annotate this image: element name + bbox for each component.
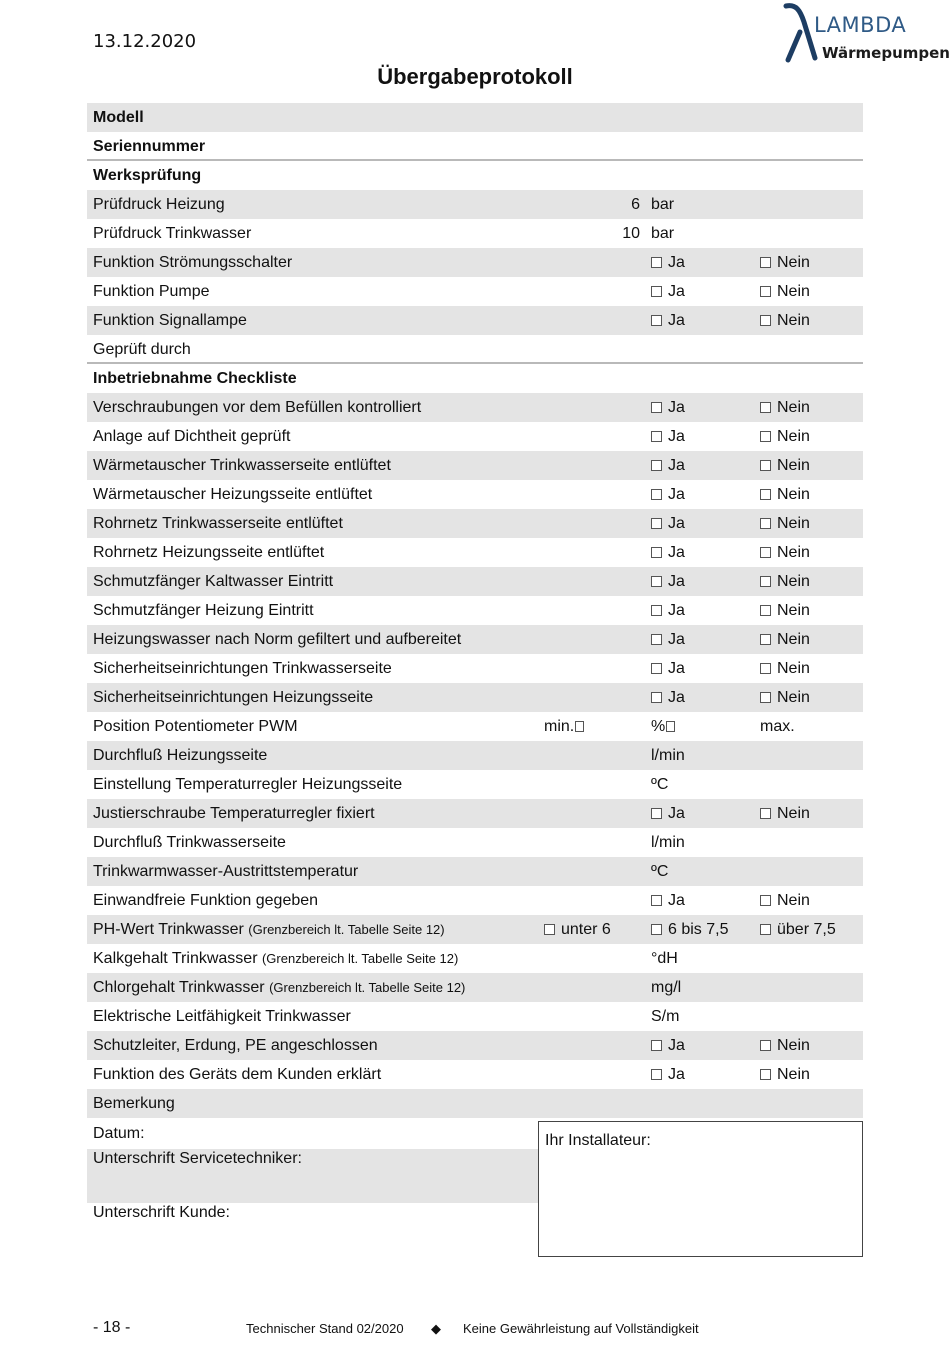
installer-label: Ihr Installateur:	[545, 1132, 651, 1149]
yes-checkbox-label: Ja	[668, 457, 685, 474]
technician-signature-label: Unterschrift Servicetechniker:	[93, 1150, 302, 1167]
ph-option-high[interactable]	[760, 915, 836, 944]
no-checkbox-label: Nein	[777, 428, 810, 445]
row-label	[93, 538, 324, 567]
yes-checkbox[interactable]	[651, 306, 685, 335]
unit-label: bar	[651, 196, 675, 213]
yes-checkbox[interactable]	[651, 248, 685, 277]
row-label	[93, 625, 461, 654]
checkbox-icon[interactable]	[760, 605, 771, 616]
row-label-text: Sicherheitseinrichtungen Trinkwasserseite	[93, 660, 392, 677]
yes-checkbox[interactable]	[651, 1031, 685, 1060]
page-title: Übergabeprotokoll	[377, 64, 573, 89]
yes-checkbox[interactable]	[651, 422, 685, 451]
checkbox-icon[interactable]	[760, 808, 771, 819]
checkbox-icon[interactable]	[651, 286, 662, 297]
checkbox-icon[interactable]	[760, 402, 771, 413]
yes-checkbox-label: Ja	[668, 254, 685, 271]
row-label	[93, 132, 205, 161]
row-label-text: Werksprüfung	[93, 167, 202, 184]
technical-status: Technischer Stand 02/2020	[246, 1321, 404, 1336]
pwm-min[interactable]	[544, 712, 584, 741]
checkbox-icon[interactable]	[760, 1069, 771, 1080]
row-label	[93, 1089, 175, 1118]
row-label-text: Kalkgehalt Trinkwasser	[93, 950, 258, 967]
row-label-text: Wärmetauscher Heizungsseite entlüftet	[93, 486, 373, 503]
row-label-text: Rohrnetz Trinkwasserseite entlüftet	[93, 515, 343, 532]
row-label	[93, 741, 267, 770]
checkbox-icon[interactable]	[544, 924, 555, 935]
table-row	[87, 973, 863, 1002]
checkbox-icon[interactable]	[651, 257, 662, 268]
date-label: Datum:	[93, 1125, 145, 1142]
no-checkbox[interactable]	[760, 306, 810, 335]
table-row	[87, 1002, 863, 1031]
row-label	[93, 393, 421, 422]
no-checkbox-label: Nein	[777, 457, 810, 474]
yes-checkbox-label: Ja	[668, 805, 685, 822]
signature-block	[87, 1121, 863, 1257]
yes-checkbox-label: Ja	[668, 892, 685, 909]
row-label-text: Schmutzfänger Kaltwasser Eintritt	[93, 573, 334, 590]
no-checkbox[interactable]	[760, 538, 810, 567]
no-checkbox-label: Nein	[777, 631, 810, 648]
row-label	[93, 248, 292, 277]
row-label	[93, 799, 375, 828]
row-label-text: Verschraubungen vor dem Befüllen kontrolliert	[93, 399, 422, 416]
row-label-text: Seriennummer	[93, 138, 206, 155]
no-checkbox-label: Nein	[777, 892, 810, 909]
yes-checkbox[interactable]	[651, 596, 685, 625]
row-note: (Grenzbereich lt. Tabelle Seite 12)	[269, 980, 466, 995]
no-checkbox-label: Nein	[777, 486, 810, 503]
table-row	[87, 538, 863, 567]
no-checkbox[interactable]	[760, 422, 810, 451]
row-label-text: Sicherheitseinrichtungen Heizungsseite	[93, 689, 374, 706]
checkbox-icon[interactable]	[651, 518, 662, 529]
ph-option-mid[interactable]	[651, 915, 728, 944]
table-row	[87, 103, 863, 132]
technician-signature-field[interactable]	[87, 1149, 538, 1203]
no-checkbox[interactable]	[760, 625, 810, 654]
table-row	[87, 451, 863, 480]
checkbox-icon[interactable]	[651, 576, 662, 587]
pwm-max: max.	[760, 718, 795, 735]
table-row	[87, 509, 863, 538]
row-label	[93, 944, 458, 973]
no-checkbox-label: Nein	[777, 515, 810, 532]
pwm-percent[interactable]	[651, 712, 675, 741]
row-label-text: PH-Wert Trinkwasser	[93, 921, 244, 938]
row-label-text: Durchfluß Trinkwasserseite	[93, 834, 286, 851]
row-label-text: Einstellung Temperaturregler Heizungsseite	[93, 776, 403, 793]
row-label-text: Prüfdruck Trinkwasser	[93, 225, 252, 242]
row-label-text: Elektrische Leitfähigkeit Trinkwasser	[93, 1008, 351, 1025]
row-label-text: Funktion des Geräts dem Kunden erklärt	[93, 1066, 382, 1083]
checkbox-icon[interactable]	[651, 634, 662, 645]
row-note: (Grenzbereich lt. Tabelle Seite 12)	[248, 922, 445, 937]
row-label	[93, 480, 372, 509]
row-label-text: Schmutzfänger Heizung Eintritt	[93, 602, 314, 619]
row-label	[93, 654, 392, 683]
table-row	[87, 712, 863, 741]
yes-checkbox-label: Ja	[668, 486, 685, 503]
table-row	[87, 944, 863, 973]
yes-checkbox[interactable]	[651, 393, 685, 422]
checkbox-icon[interactable]	[760, 315, 771, 326]
checkbox-icon[interactable]	[760, 663, 771, 674]
checkbox-icon[interactable]	[760, 547, 771, 558]
yes-checkbox-label: Ja	[668, 544, 685, 561]
table-row	[87, 915, 863, 944]
yes-checkbox-label: Ja	[668, 515, 685, 532]
test-value: 10	[622, 225, 640, 242]
table-row	[87, 1060, 863, 1089]
row-label	[93, 277, 210, 306]
row-label	[93, 161, 201, 190]
yes-checkbox[interactable]	[651, 451, 685, 480]
row-label	[93, 973, 465, 1002]
table-row	[87, 219, 863, 248]
row-label	[93, 770, 402, 799]
no-checkbox-label: Nein	[777, 1066, 810, 1083]
yes-checkbox-label: Ja	[668, 689, 685, 706]
row-label-text: Modell	[93, 109, 144, 126]
row-label	[93, 567, 333, 596]
row-note: (Grenzbereich lt. Tabelle Seite 12)	[261, 951, 459, 966]
unit-label: l/min	[651, 834, 685, 851]
pwm-min-label: min.	[544, 718, 575, 735]
unit-label: mg/l	[651, 979, 682, 996]
checkbox-icon[interactable]	[760, 257, 771, 268]
row-label	[93, 422, 290, 451]
no-checkbox[interactable]	[760, 683, 810, 712]
checkbox-icon[interactable]	[651, 489, 662, 500]
checkbox-icon[interactable]	[651, 663, 662, 674]
checkbox-icon[interactable]	[760, 895, 771, 906]
table-row	[87, 683, 863, 712]
no-checkbox-label: Nein	[777, 544, 810, 561]
lambda-logo	[782, 2, 950, 66]
no-checkbox-label: Nein	[777, 573, 810, 590]
row-label	[93, 683, 373, 712]
document-date: 13.12.2020	[93, 31, 197, 52]
yes-checkbox[interactable]	[651, 277, 685, 306]
pwm-percent-label: %	[651, 718, 666, 735]
yes-checkbox[interactable]	[651, 509, 685, 538]
no-checkbox[interactable]	[760, 567, 810, 596]
row-label-text: Geprüft durch	[93, 341, 191, 358]
table-row	[87, 567, 863, 596]
ph-option-high-label: über 7,5	[777, 921, 836, 938]
row-label	[93, 364, 297, 393]
row-label	[93, 596, 314, 625]
row-label-text: Chlorgehalt Trinkwasser	[93, 979, 265, 996]
checkbox-icon[interactable]	[651, 692, 662, 703]
no-checkbox[interactable]	[760, 799, 810, 828]
table-row	[87, 828, 863, 857]
yes-checkbox-label: Ja	[668, 283, 685, 300]
checkbox-icon[interactable]	[760, 286, 771, 297]
table-row	[87, 1089, 863, 1118]
row-label	[93, 335, 191, 364]
ph-option-low[interactable]	[544, 915, 611, 944]
unit-label: °dH	[651, 950, 678, 967]
row-label	[93, 219, 251, 248]
table-row	[87, 190, 863, 219]
table-row	[87, 596, 863, 625]
checkbox-icon[interactable]	[651, 1069, 662, 1080]
yes-checkbox[interactable]	[651, 654, 685, 683]
table-row	[87, 306, 863, 335]
table-row	[87, 480, 863, 509]
yes-checkbox-label: Ja	[668, 1037, 685, 1054]
no-checkbox[interactable]	[760, 509, 810, 538]
yes-checkbox[interactable]	[651, 538, 685, 567]
yes-checkbox[interactable]	[651, 480, 685, 509]
row-label-text: Bemerkung	[93, 1095, 175, 1112]
yes-checkbox-label: Ja	[668, 399, 685, 416]
row-label	[93, 915, 445, 944]
no-checkbox[interactable]	[760, 393, 810, 422]
no-checkbox[interactable]	[760, 1031, 810, 1060]
no-checkbox[interactable]	[760, 248, 810, 277]
table-row	[87, 248, 863, 277]
checkbox-icon[interactable]	[651, 402, 662, 413]
small-box-icon[interactable]	[666, 721, 675, 732]
yes-checkbox[interactable]	[651, 1060, 685, 1089]
page-number: - 18 -	[93, 1319, 131, 1336]
no-checkbox-label: Nein	[777, 689, 810, 706]
no-checkbox[interactable]	[760, 654, 810, 683]
table-row	[87, 770, 863, 799]
row-label	[93, 190, 225, 219]
yes-checkbox[interactable]	[651, 799, 685, 828]
row-label-text: Heizungswasser nach Norm gefiltert und aufbereitet	[93, 631, 462, 648]
row-label	[93, 828, 286, 857]
yes-checkbox-label: Ja	[668, 631, 685, 648]
row-label	[93, 451, 391, 480]
table-row	[87, 335, 863, 364]
checkbox-icon[interactable]	[760, 692, 771, 703]
table-row	[87, 1031, 863, 1060]
checkbox-icon[interactable]	[651, 895, 662, 906]
yes-checkbox-label: Ja	[668, 312, 685, 329]
unit-label: l/min	[651, 747, 685, 764]
row-label	[93, 1031, 378, 1060]
installer-box[interactable]	[538, 1121, 863, 1257]
yes-checkbox[interactable]	[651, 886, 685, 915]
row-label	[93, 103, 144, 132]
checkbox-icon[interactable]	[651, 315, 662, 326]
logo-brand: LAMBDA	[814, 13, 907, 37]
unit-label: bar	[651, 225, 675, 242]
no-checkbox[interactable]	[760, 1060, 810, 1089]
row-label-text: Schutzleiter, Erdung, PE angeschlossen	[93, 1037, 378, 1054]
row-label	[93, 1002, 351, 1031]
protocol-table	[87, 103, 863, 1118]
yes-checkbox-label: Ja	[668, 573, 685, 590]
no-checkbox-label: Nein	[777, 805, 810, 822]
table-row	[87, 364, 863, 393]
no-checkbox-label: Nein	[777, 1037, 810, 1054]
checkbox-icon[interactable]	[651, 460, 662, 471]
row-label-text: Justierschraube Temperaturregler fixiert	[93, 805, 375, 822]
checkbox-icon[interactable]	[651, 431, 662, 442]
no-checkbox-label: Nein	[777, 660, 810, 677]
checkbox-icon[interactable]	[651, 924, 662, 935]
checkbox-icon[interactable]	[651, 605, 662, 616]
row-label-text: Durchfluß Heizungsseite	[93, 747, 268, 764]
row-label-text: Rohrnetz Heizungsseite entlüftet	[93, 544, 325, 561]
row-label	[93, 712, 298, 741]
yes-checkbox[interactable]	[651, 625, 685, 654]
checkbox-icon[interactable]	[760, 518, 771, 529]
row-label-text: Wärmetauscher Trinkwasserseite entlüftet	[93, 457, 391, 474]
checkbox-icon[interactable]	[651, 1040, 662, 1051]
no-checkbox-label: Nein	[777, 312, 810, 329]
row-label-text: Position Potentiometer PWM	[93, 718, 298, 735]
checkbox-icon[interactable]	[760, 431, 771, 442]
row-label	[93, 509, 343, 538]
diamond-icon: ◆	[431, 1321, 441, 1336]
table-row	[87, 393, 863, 422]
customer-signature-label: Unterschrift Kunde:	[93, 1204, 230, 1221]
test-value: 6	[631, 196, 640, 213]
yes-checkbox-label: Ja	[668, 428, 685, 445]
row-label-text: Funktion Strömungsschalter	[93, 254, 293, 271]
customer-signature-field[interactable]	[87, 1203, 538, 1257]
no-checkbox[interactable]	[760, 451, 810, 480]
row-label-text: Anlage auf Dichtheit geprüft	[93, 428, 291, 445]
no-checkbox[interactable]	[760, 480, 810, 509]
table-row	[87, 277, 863, 306]
row-label	[93, 857, 358, 886]
checkbox-icon[interactable]	[760, 1040, 771, 1051]
table-row	[87, 161, 863, 190]
checkbox-icon[interactable]	[760, 576, 771, 587]
checkbox-icon[interactable]	[760, 634, 771, 645]
no-checkbox-label: Nein	[777, 254, 810, 271]
table-row	[87, 741, 863, 770]
disclaimer: Keine Gewährleistung auf Vollständigkeit	[463, 1321, 699, 1336]
checkbox-icon[interactable]	[760, 924, 771, 935]
yes-checkbox[interactable]	[651, 683, 685, 712]
table-row	[87, 625, 863, 654]
yes-checkbox-label: Ja	[668, 602, 685, 619]
table-row	[87, 886, 863, 915]
table-row	[87, 857, 863, 886]
row-label	[93, 306, 247, 335]
row-label-text: Prüfdruck Heizung	[93, 196, 225, 213]
table-row	[87, 422, 863, 451]
checkbox-icon[interactable]	[760, 489, 771, 500]
no-checkbox-label: Nein	[777, 399, 810, 416]
no-checkbox[interactable]	[760, 277, 810, 306]
no-checkbox-label: Nein	[777, 602, 810, 619]
logo-subtitle: Wärmepumpen	[822, 44, 950, 62]
unit-label: ºC	[651, 863, 669, 880]
row-label-text: Trinkwarmwasser-Austrittstemperatur	[93, 863, 359, 880]
checkbox-icon[interactable]	[760, 460, 771, 471]
row-label-text: Inbetriebnahme Checkliste	[93, 370, 297, 387]
table-row	[87, 654, 863, 683]
table-row	[87, 799, 863, 828]
row-label-text: Funktion Pumpe	[93, 283, 210, 300]
ph-option-mid-label: 6 bis 7,5	[668, 921, 729, 938]
row-label	[93, 886, 318, 915]
yes-checkbox-label: Ja	[668, 1066, 685, 1083]
date-field[interactable]	[87, 1121, 538, 1149]
ph-option-low-label: unter 6	[561, 921, 611, 938]
table-row	[87, 132, 863, 161]
checkbox-icon[interactable]	[651, 808, 662, 819]
unit-label: S/m	[651, 1008, 680, 1025]
yes-checkbox[interactable]	[651, 567, 685, 596]
row-label	[93, 1060, 381, 1089]
row-label-text: Funktion Signallampe	[93, 312, 247, 329]
checkbox-icon[interactable]	[651, 547, 662, 558]
no-checkbox[interactable]	[760, 596, 810, 625]
small-box-icon[interactable]	[575, 721, 584, 732]
yes-checkbox-label: Ja	[668, 660, 685, 677]
no-checkbox-label: Nein	[777, 283, 810, 300]
unit-label: ºC	[651, 776, 669, 793]
row-label-text: Einwandfreie Funktion gegeben	[93, 892, 319, 909]
no-checkbox[interactable]	[760, 886, 810, 915]
